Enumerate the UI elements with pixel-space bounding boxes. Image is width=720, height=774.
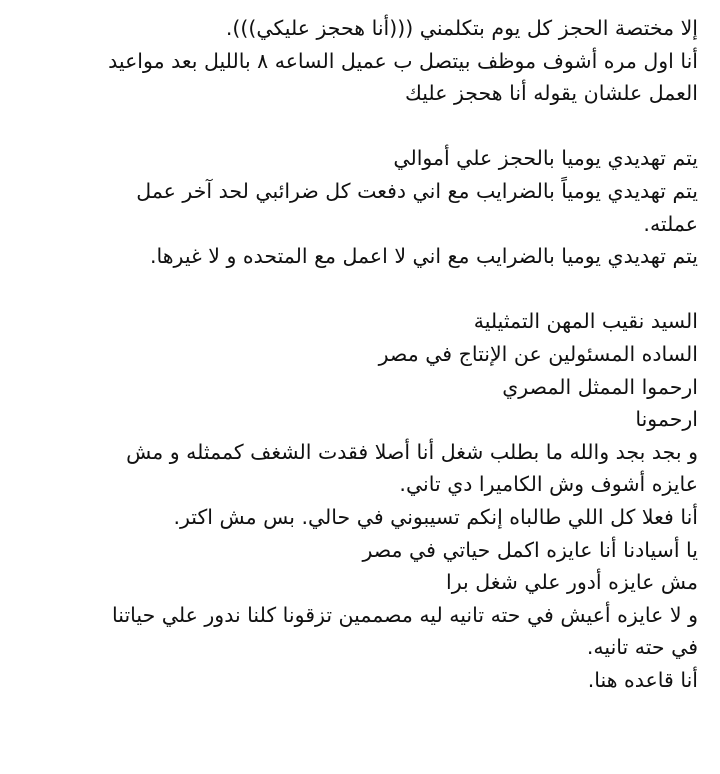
paragraph-spacer bbox=[8, 273, 698, 306]
text-line-15: عايزه أشوف وش الكاميرا دي تاني. bbox=[399, 472, 698, 497]
text-line-20: في حته تانيه. bbox=[586, 635, 698, 660]
text-line-3: العمل علشان يقوله أنا هحجز عليك bbox=[404, 81, 698, 106]
text-line-11: الساده المسئولين عن الإنتاج في مصر bbox=[378, 341, 698, 366]
post-text bbox=[8, 12, 698, 696]
text-line-2: أنا اول مره أشوف موظف بيتصل ب عميل الساعه ٨ بالليل بعد مواعيد bbox=[108, 48, 698, 73]
paragraph-spacer bbox=[8, 110, 698, 143]
text-line-21: أنا قاعده هنا. bbox=[587, 667, 698, 692]
text-line-12: ارحموا الممثل المصري bbox=[502, 374, 698, 399]
text-line-16: أنا فعلا كل اللي طالباه إنكم تسيبوني في حالي. بس مش اكتر. bbox=[173, 504, 698, 529]
text-line-17: يا أسيادنا أنا عايزه اكمل حياتي في مصر bbox=[362, 537, 698, 562]
text-line-18: مش عايزه أدور علي شغل برا bbox=[446, 570, 698, 595]
text-line-6: يتم تهديدي يومياً بالضرايب مع اني دفعت كل ضرائبي لحد آخر عمل bbox=[136, 178, 698, 203]
text-line-14: و بجد بجد والله ما بطلب شغل أنا أصلا فقدت الشغف كممثله و مش bbox=[126, 439, 698, 464]
text-line-7: عملته. bbox=[643, 211, 698, 236]
text-line-10: السيد نقيب المهن التمثيلية bbox=[473, 309, 698, 334]
text-line-5: يتم تهديدي يوميا بالحجز علي أموالي bbox=[393, 146, 698, 171]
text-line-13: ارحمونا bbox=[635, 407, 698, 432]
text-line-19: و لا عايزه أعيش في حته تانيه ليه مصممين تزقونا كلنا ندور علي حياتنا bbox=[112, 602, 698, 627]
text-line-1: إلا مختصة الحجز كل يوم بتكلمني (((أنا هحجز عليكي))). bbox=[225, 16, 698, 40]
text-line-8: يتم تهديدي يوميا بالضرايب مع اني لا اعمل مع المتحده و لا غيرها. bbox=[149, 244, 698, 269]
